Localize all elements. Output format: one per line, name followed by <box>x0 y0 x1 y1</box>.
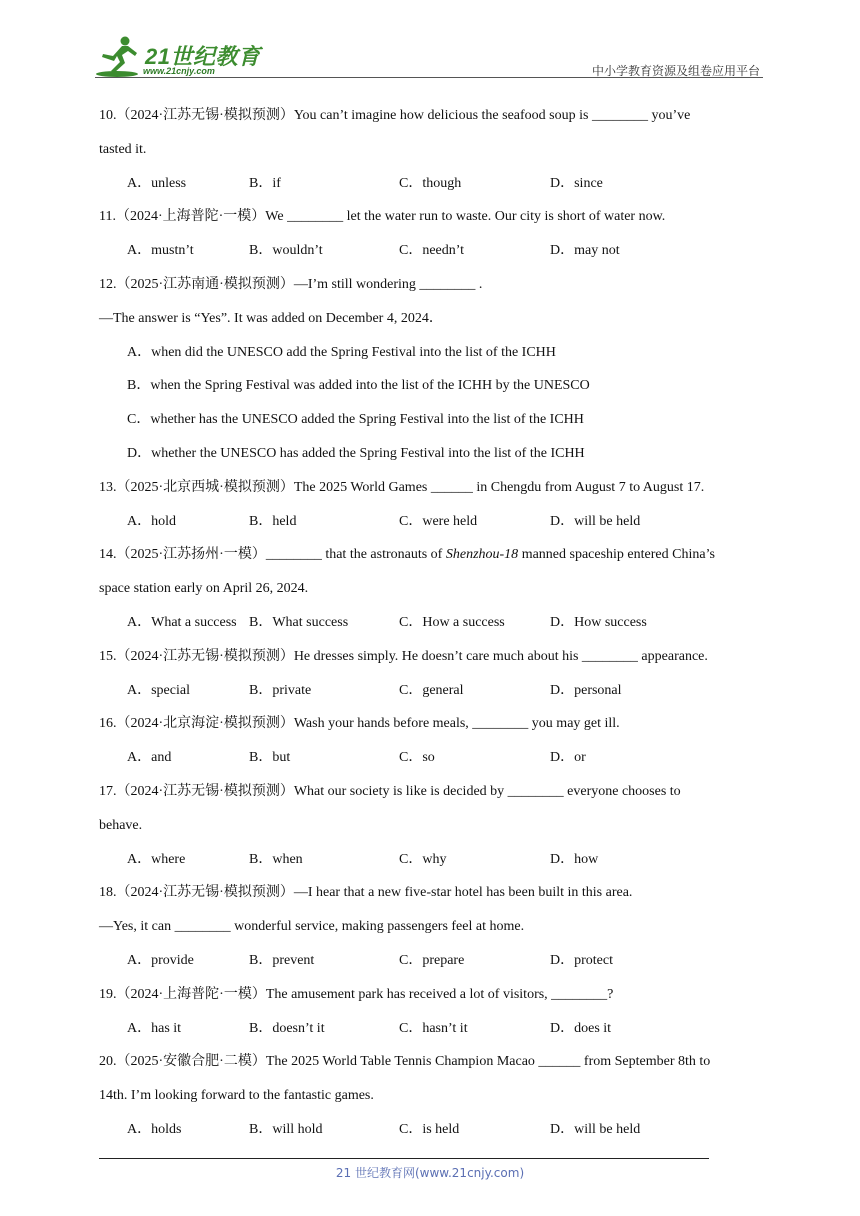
option-d[interactable]: D．personal <box>550 682 622 698</box>
option-a[interactable]: A．special <box>127 682 190 698</box>
option-c[interactable]: C．needn’t <box>399 243 465 259</box>
question-16 <box>99 707 767 775</box>
question-stem: 17.（2024·江苏无锡·模拟预测）What our society is like is decided by ________ everyone chooses to <box>99 783 681 799</box>
option-d[interactable]: D．protect <box>550 952 613 968</box>
option-d[interactable]: D．does it <box>550 1020 612 1036</box>
option-b[interactable]: B．prevent <box>249 952 315 968</box>
option-d[interactable]: D．how <box>550 851 599 867</box>
question-19 <box>99 978 767 1046</box>
option-a[interactable]: A．when did the UNESCO add the Spring Festival into the list of the ICHH <box>127 344 556 360</box>
options-row <box>99 741 767 775</box>
option-b[interactable]: B．private <box>249 682 312 698</box>
question-stem-continued: 14th. I’m looking forward to the fantastic games. <box>99 1088 374 1104</box>
option-d[interactable]: D．will be held <box>550 1121 641 1137</box>
question-stem: 11.（2024·上海普陀·一模）We ________ let the water run to waste. Our city is short of water now. <box>99 209 666 225</box>
options-row <box>99 167 767 201</box>
option-b[interactable]: B．but <box>249 750 291 766</box>
option-d[interactable]: D．whether the UNESCO has added the Spring Festival into the list of the ICHH <box>127 445 585 461</box>
question-stem-continued: —Yes, it can ________ wonderful service, making passengers feel at home. <box>99 919 525 935</box>
question-stem-continued: tasted it. <box>99 141 147 157</box>
question-stem <box>99 538 767 572</box>
option-b[interactable]: B．when <box>249 851 303 867</box>
header-divider <box>95 77 763 78</box>
spaceship-name: Shenzhou-18 <box>445 547 519 563</box>
option-c[interactable]: C．why <box>399 851 447 867</box>
logo <box>95 34 265 76</box>
question-stem: 10.（2024·江苏无锡·模拟预测）You can’t imagine how delicious the seafood soup is ________ you’ve <box>99 108 691 123</box>
question-11 <box>99 200 767 268</box>
option-d[interactable]: D．How success <box>550 614 647 630</box>
question-stem: 16.（2024·北京海淀·模拟预测）Wash your hands before meals, ________ you may get ill. <box>99 716 620 732</box>
question-stem-continued: space station early on April 26, 2024. <box>99 581 309 597</box>
option-d[interactable]: D．will be held <box>550 513 641 529</box>
question-stem: 18.（2024·江苏无锡·模拟预测）—I hear that a new five-star hotel has been built in this area. <box>99 885 633 901</box>
option-a[interactable]: A．where <box>127 851 186 867</box>
option-c[interactable]: C．so <box>399 750 435 766</box>
options-row <box>99 234 767 268</box>
option-d[interactable]: D．or <box>550 750 586 766</box>
question-20 <box>99 1045 767 1146</box>
option-b[interactable]: B．when the Spring Festival was added into the list of the ICHH by the UNESCO <box>127 378 590 394</box>
question-stem-continued: behave. <box>99 817 143 833</box>
logo-text: 21世纪教育 <box>145 44 261 69</box>
option-c[interactable]: C．hasn’t it <box>399 1020 468 1036</box>
page-header <box>95 32 760 78</box>
question-stem: 20.（2025·安徽合肥·二模）The 2025 World Table Tennis Champion Macao ______ from September 8th to <box>99 1054 711 1070</box>
question-15 <box>99 640 767 708</box>
options-row <box>99 1113 767 1147</box>
stem-end: manned spaceship entered China’s <box>518 547 715 563</box>
footer-link[interactable]: 21 世纪教育网(www.21cnjy.com) <box>335 1166 525 1180</box>
question-10 <box>99 99 767 200</box>
option-a[interactable]: A．What a success <box>127 614 237 630</box>
option-a[interactable]: A．provide <box>127 952 194 968</box>
option-b[interactable]: B．if <box>249 175 281 191</box>
stem-start: 14.（2025·江苏扬州·一模）________ that the astronauts of <box>99 547 446 563</box>
options-row <box>99 944 767 978</box>
option-c[interactable]: C．were held <box>399 513 478 529</box>
question-stem-continued: —The answer is “Yes”. It was added on December 4, 2024． <box>99 310 443 326</box>
option-c[interactable]: C．general <box>399 682 464 698</box>
options-row <box>99 843 767 877</box>
option-b[interactable]: B．wouldn’t <box>249 243 323 259</box>
option-a[interactable]: A．unless <box>127 175 187 191</box>
question-stem: 15.（2024·江苏无锡·模拟预测）He dresses simply. He doesn’t care much about his ________ appearance. <box>99 648 708 664</box>
option-a[interactable]: A．and <box>127 750 172 766</box>
option-c[interactable]: C．though <box>399 175 462 191</box>
option-a[interactable]: A．has it <box>127 1020 182 1036</box>
question-12 <box>99 268 767 471</box>
option-b[interactable]: B．doesn’t it <box>249 1020 325 1036</box>
option-d[interactable]: D．may not <box>550 243 620 259</box>
question-13 <box>99 471 767 539</box>
option-c[interactable]: C．is held <box>399 1121 460 1137</box>
option-b[interactable]: B．held <box>249 513 297 529</box>
footer-divider <box>99 1158 709 1159</box>
options-row <box>99 505 767 539</box>
options-row <box>99 606 767 640</box>
option-c[interactable]: C．prepare <box>399 952 465 968</box>
question-stem: 19.（2024·上海普陀·一模）The amusement park has received a lot of visitors, ________? <box>99 986 614 1002</box>
question-stem: 12.（2025·江苏南通·模拟预测）—I’m still wondering ________ . <box>99 276 483 292</box>
question-list <box>99 99 767 1147</box>
question-stem: 13.（2025·北京西城·模拟预测）The 2025 World Games ______ in Chengdu from August 7 to August 17. <box>99 479 705 495</box>
option-a[interactable]: A．holds <box>127 1121 182 1137</box>
logo-url: www.21cnjy.com <box>143 66 215 76</box>
runner-logo-icon <box>95 34 145 78</box>
options-row <box>99 674 767 708</box>
option-a[interactable]: A．hold <box>127 513 176 529</box>
question-17 <box>99 775 767 876</box>
question-14 <box>99 538 767 639</box>
option-d[interactable]: D．since <box>550 175 603 191</box>
option-b[interactable]: B．will hold <box>249 1121 323 1137</box>
question-18 <box>99 876 767 977</box>
platform-title: 中小学教育资源及组卷应用平台 <box>591 64 760 78</box>
options-row <box>99 1012 767 1046</box>
option-c[interactable]: C．How a success <box>399 614 505 630</box>
option-a[interactable]: A．mustn’t <box>127 243 194 259</box>
option-b[interactable]: B．What success <box>249 614 349 630</box>
option-c[interactable]: C．whether has the UNESCO added the Spring Festival into the list of the ICHH <box>127 412 584 428</box>
